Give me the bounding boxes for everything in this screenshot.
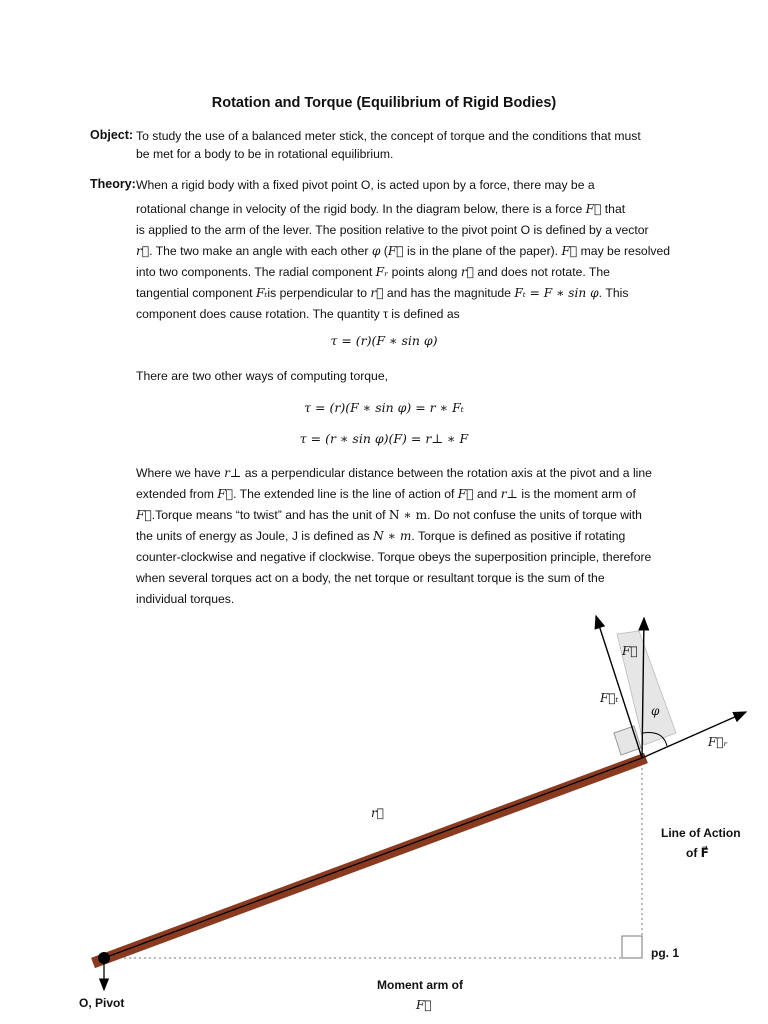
position-vector-r bbox=[104, 758, 642, 958]
symbol-r-perp: r⊥ bbox=[500, 487, 518, 501]
page-number: pg. 1 bbox=[651, 946, 680, 960]
object-line-1: To study the use of a balanced meter stick, the concept of torque and the conditions that must bbox=[136, 129, 641, 143]
line-of-action-label: Line of Action bbox=[661, 826, 741, 840]
p2-line-7: individual torques. bbox=[136, 592, 235, 606]
p2-line-5: counter-clockwise and negative if clockwise. Torque obeys the superposition principle, therefore bbox=[136, 550, 652, 564]
symbol-F: F⃗ bbox=[136, 508, 152, 522]
theory-label: Theory: bbox=[90, 177, 136, 191]
object-line-2: be met for a body to be in rotational equilibrium. bbox=[136, 147, 394, 161]
theory-line-2: rotational change in velocity of the rigid body. In the diagram below, there is a force F⃗ that bbox=[136, 202, 626, 216]
label-F: F⃗ bbox=[622, 644, 638, 658]
p2-line-3: F⃗.Torque means “to twist” and has the unit of N ∗ m. Do not confuse the units of torque with bbox=[136, 508, 642, 522]
symbol-F: F⃗ bbox=[561, 244, 578, 258]
equation-2: τ = (r)(F ∗ sin φ) = r ∗ Fₜ bbox=[304, 400, 464, 415]
symbol-F: F⃗ bbox=[457, 487, 474, 501]
p2-line-4: the units of energy as Joule, J is defined as N ∗ m. Torque is defined as positive if rotating bbox=[136, 529, 626, 543]
object-label: Object: bbox=[90, 128, 134, 142]
symbol-Ft-equation: Fₜ = F ∗ sin φ bbox=[514, 286, 599, 300]
symbol-r: r⃗ bbox=[136, 244, 150, 258]
moment-arm-label-2: F⃗ bbox=[416, 998, 432, 1012]
right-angle-box-base bbox=[622, 936, 642, 958]
theory-line-1: When a rigid body with a fixed pivot point O, is acted upon by a force, there may be a bbox=[136, 178, 595, 192]
line-of-action-label-2: of F⃗ bbox=[686, 846, 709, 860]
theory-line-5: into two components. The radial component Fᵣ points along r⃗ and does not rotate. The bbox=[136, 265, 610, 279]
label-phi: φ bbox=[651, 704, 660, 718]
label-Ft: F⃗ₜ bbox=[600, 691, 619, 705]
moment-arm-label: Moment arm of bbox=[377, 978, 464, 992]
symbol-unit-italic: N ∗ m bbox=[373, 529, 412, 543]
p2-line-6: when several torques act on a body, the net torque or resultant torque is the sum of the bbox=[136, 571, 605, 585]
label-Fr: F⃗ᵣ bbox=[708, 735, 728, 749]
label-r: r⃗ bbox=[371, 806, 384, 820]
theory-line-3: is applied to the arm of the lever. The position relative to the pivot point O is defined by a vector bbox=[136, 223, 649, 237]
symbol-F: F⃗ bbox=[217, 487, 234, 501]
symbol-r-perp: r⊥ bbox=[224, 466, 242, 480]
theory-line-6: tangential component Fₜis perpendicular to r⃗ and has the magnitude Fₜ = F ∗ sin φ. This bbox=[136, 286, 629, 300]
symbol-phi: φ bbox=[371, 244, 381, 258]
symbol-F: F⃗ bbox=[585, 202, 602, 216]
symbol-unit: N ∗ m bbox=[388, 508, 428, 522]
symbol-r: r⃗ bbox=[460, 265, 474, 279]
symbol-r: r⃗ bbox=[370, 286, 384, 300]
page-title: Rotation and Torque (Equilibrium of Rigid Bodies) bbox=[211, 95, 557, 111]
symbol-Ft: Fₜ bbox=[255, 286, 268, 300]
theory-line-7: component does cause rotation. The quantity τ is defined as bbox=[136, 307, 460, 321]
equation-1: τ = (r)(F ∗ sin φ) bbox=[330, 333, 438, 348]
theory-line-4: r⃗. The two make an angle with each other φ (F⃗ is in the plane of the paper). F⃗ may be resolved bbox=[136, 244, 671, 258]
symbol-Fr: Fᵣ bbox=[375, 265, 389, 279]
other-ways-text: There are two other ways of computing torque, bbox=[136, 369, 389, 383]
equation-3: τ = (r ∗ sin φ)(F) = r⊥ ∗ F bbox=[299, 431, 469, 446]
p2-line-2: extended from F⃗. The extended line is the line of action of F⃗ and r⊥ is the moment arm of bbox=[136, 487, 636, 501]
lever-arm bbox=[93, 758, 646, 963]
pivot-label: O, Pivot bbox=[79, 996, 125, 1010]
symbol-F: F⃗ bbox=[387, 244, 404, 258]
p2-line-1: Where we have r⊥ as a perpendicular distance between the rotation axis at the pivot and a line bbox=[136, 466, 652, 480]
